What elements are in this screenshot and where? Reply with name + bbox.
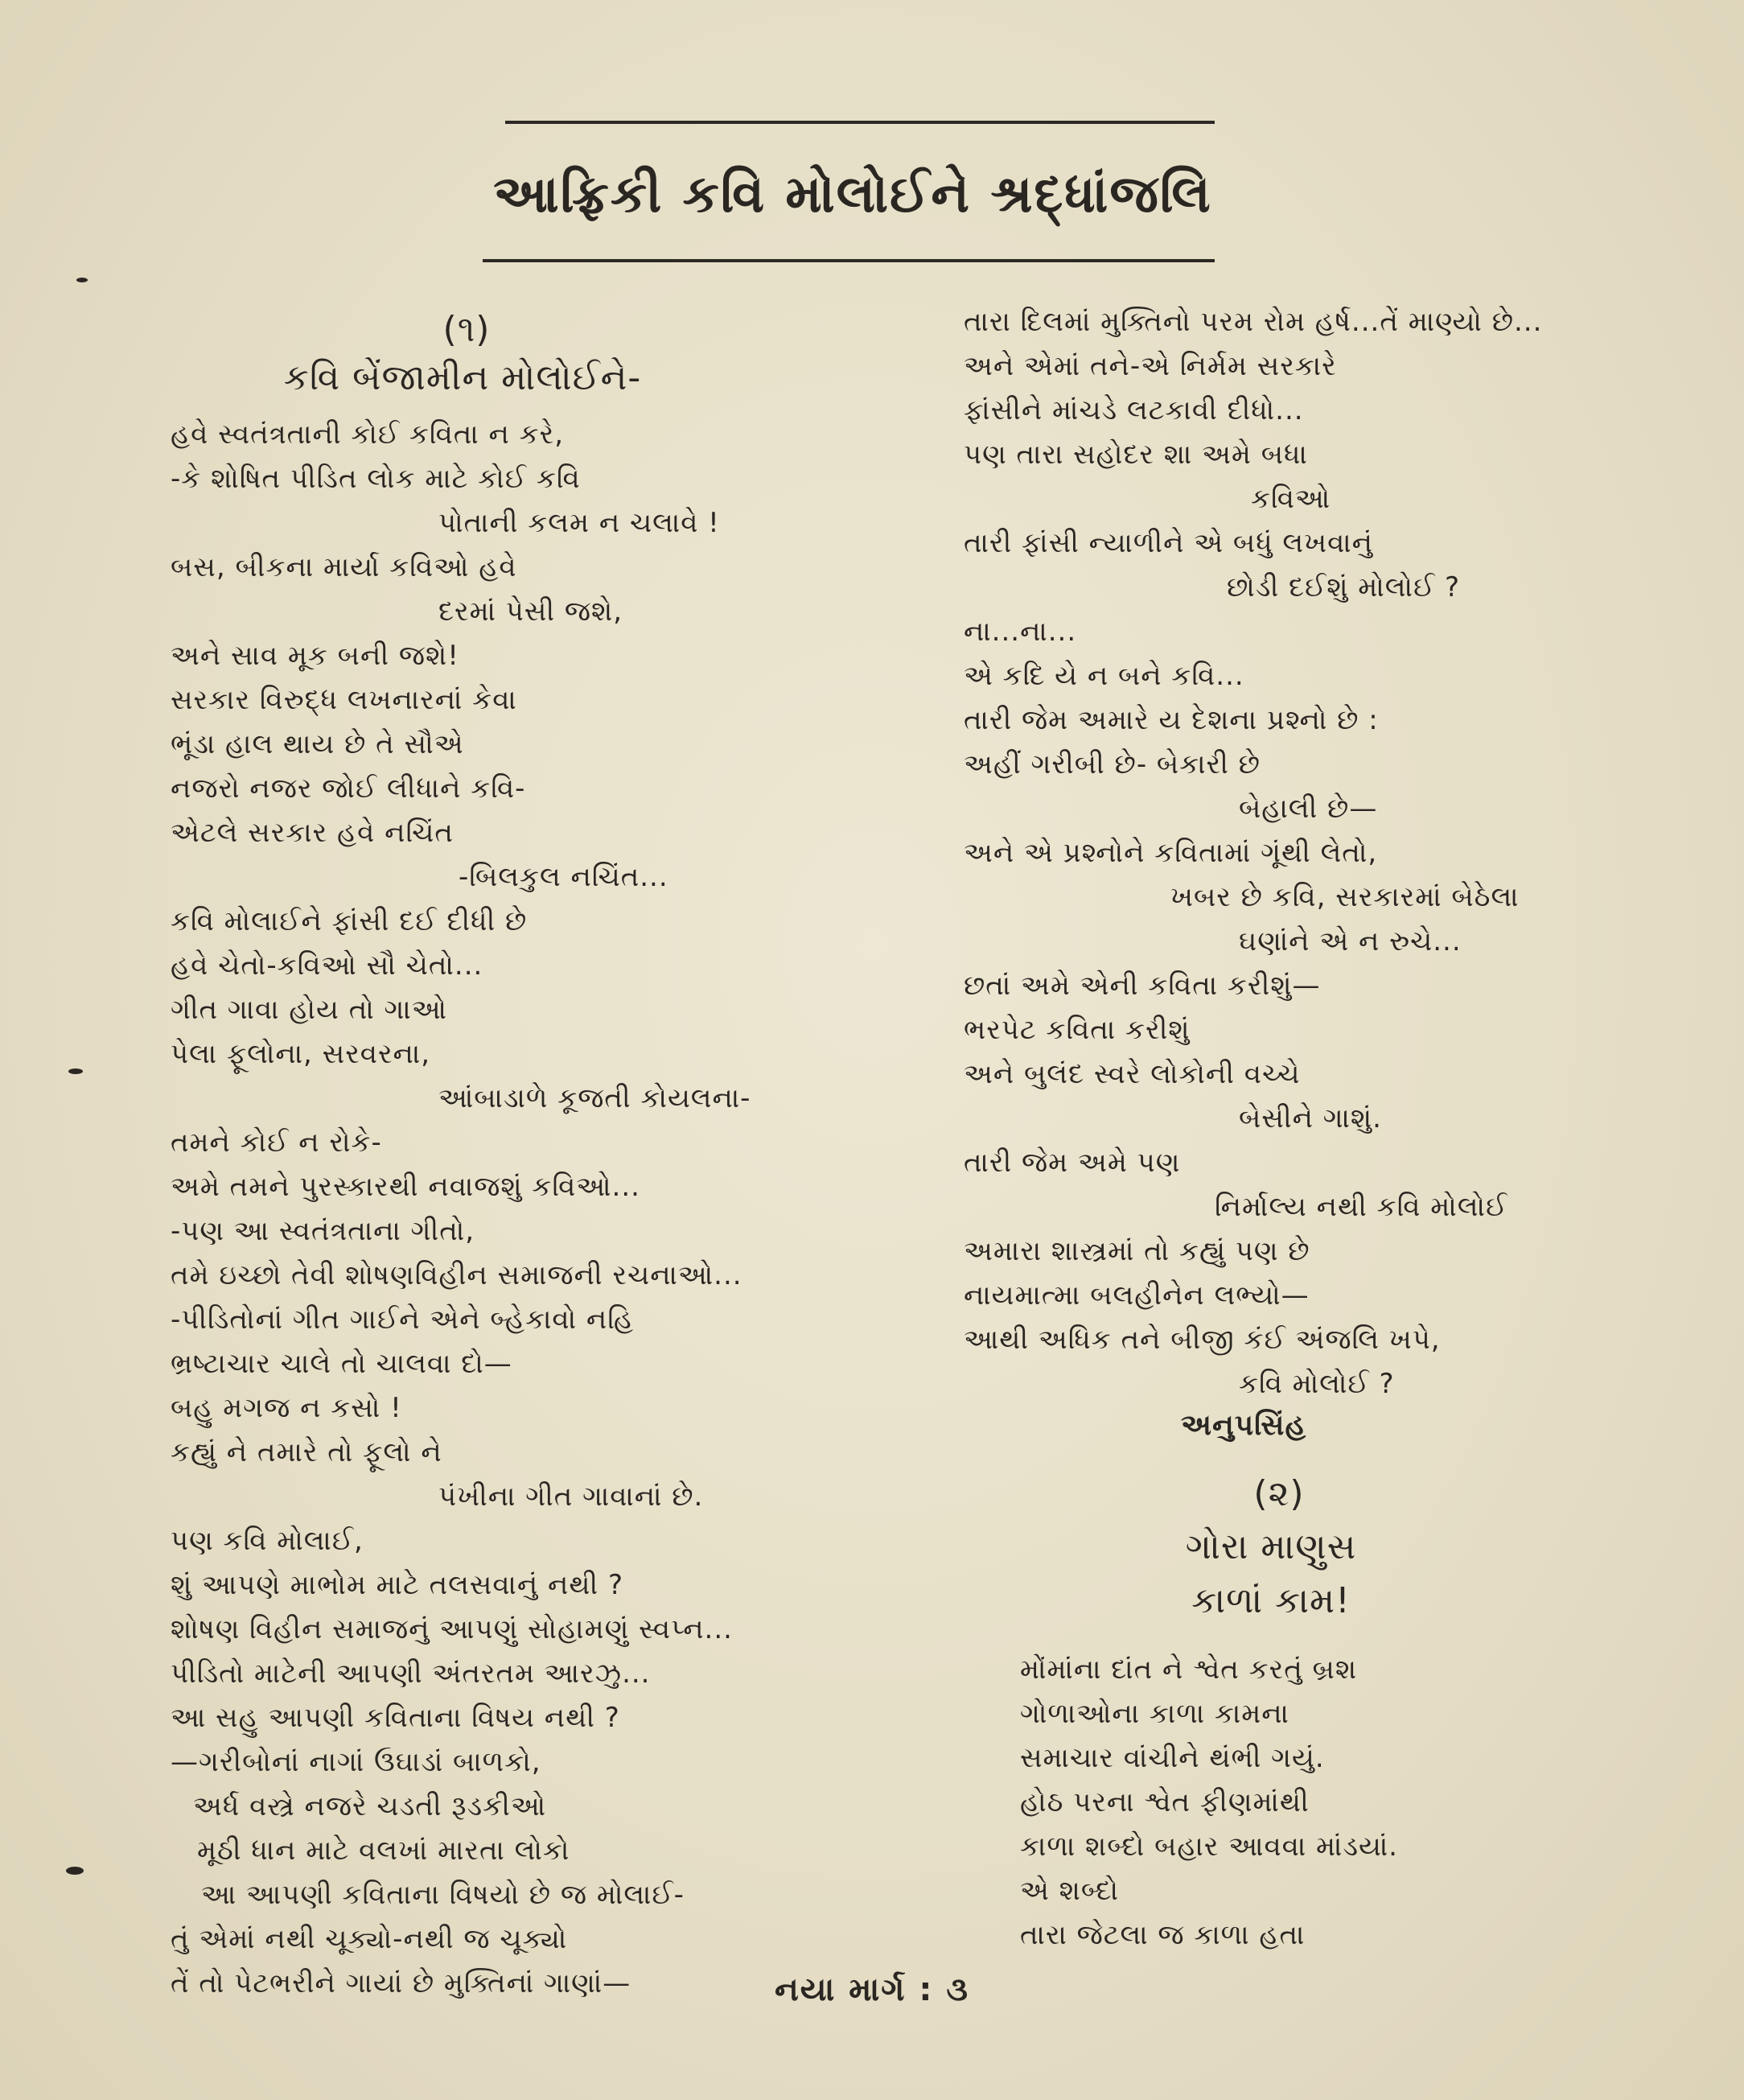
poem-line: સમાચાર વાંચીને થંભી ગયું. — [1020, 1742, 1325, 1774]
poem-line: હવે ચેતો-કવિઓ સૌ ચેતો... — [171, 949, 483, 982]
poem2-heading-line2: કાળાં કામ! — [1191, 1580, 1351, 1621]
poem-line: તારી જેમ અમારે ય દેશના પ્રશ્નો છે : — [964, 704, 1379, 736]
poem1-heading: કવિ બેંજામીન મોલોઈને- — [283, 357, 642, 398]
poem-line: -પણ આ સ્વતંત્રતાના ગીતો, — [171, 1215, 475, 1247]
poem-line: તમે ઇચ્છો તેવી શોષણવિહીન સમાજની રચનાઓ... — [171, 1259, 742, 1291]
poem-line: પોતાની કલમ ન ચલાવે ! — [438, 507, 720, 539]
poem-line: આંબાડાળે કૂજતી કોયલના- — [438, 1082, 751, 1114]
paper-mark — [68, 1069, 83, 1074]
poem-line: કવિ મોલોઈ ? — [1239, 1368, 1395, 1400]
poem-line: ફાંસીને માંચડે લટકાવી દીધો... — [964, 394, 1304, 426]
poem-line: બેસીને ગાશું. — [1239, 1102, 1382, 1134]
poem1-number: (૧) — [442, 309, 491, 350]
poem-line: -કે શોષિત પીડિત લોક માટે કોઈ કવિ — [171, 463, 581, 495]
poem-line: તારી જેમ અમે પણ — [964, 1147, 1181, 1179]
poem-line: ગીત ગાવા હોય તો ગાઓ — [171, 994, 447, 1026]
page-footer: નયા માર્ગ : ૩ — [774, 1971, 969, 2008]
poem-line: હવે સ્વતંત્રતાની કોઈ કવિતા ન કરે, — [171, 418, 564, 451]
poem-line: કહ્યું ને તમારે તો ફૂલો ને — [171, 1436, 442, 1468]
poem-line: પેલા ફૂલોના, સરવરના, — [171, 1038, 431, 1070]
poem-line: આથી અધિક તને બીજી કંઈ અંજલિ ખપે, — [964, 1324, 1441, 1356]
poem-line: ભ્રષ્ટાચાર ચાલે તો ચાલવા દો— — [171, 1348, 512, 1380]
poem-line: આ આપણી કવિતાના વિષયો છે જ મોલાઈ- — [201, 1879, 685, 1911]
poem-line: મૂઠી ધાન માટે વલખાં મારતા લોકો — [197, 1834, 570, 1867]
poem-line: તારી ફાંસી ન્યાળીને એ બધું લખવાનું — [964, 527, 1373, 559]
poem-line: પંખીના ગીત ગાવાનાં છે. — [438, 1480, 704, 1513]
poem-line: કવિઓ — [1251, 483, 1331, 515]
poem-line: ના...ના... — [964, 616, 1077, 648]
poem-line: —ગરીબોનાં નાગાં ઉઘાડાં બાળકો, — [171, 1746, 541, 1778]
poem-line: પણ તારા સહોદર શા અમે બધા — [964, 439, 1308, 471]
page-title: આફ્રિકી કવિ મોલોઈને શ્રદ્ધાંજલિ — [493, 165, 1212, 224]
poem1-author: અનુપસિંહ — [1181, 1409, 1307, 1442]
poem-line: ખબર છે કવિ, સરકારમાં બેઠેલા — [1170, 881, 1520, 913]
poem-line: દરમાં પેસી જશે, — [438, 595, 623, 628]
poem-line: ભૂંડા હાલ થાય છે તે સૌએ — [171, 728, 464, 760]
poem-line: -પીડિતોનાં ગીત ગાઈને એને બ્હેકાવો નહિ — [171, 1303, 635, 1336]
poem-line: નાયમાત્મા બલહીનેન લભ્યો— — [964, 1279, 1310, 1311]
poem-line: અને એમાં તને-એ નિર્મમ સરકારે — [964, 350, 1337, 382]
poem2-number: (૨) — [1253, 1473, 1305, 1514]
poem-line: કાળા શબ્દો બહાર આવવા માંડયાં. — [1020, 1830, 1398, 1863]
poem-line: ઘણાંને એ ન રુચે... — [1239, 925, 1462, 957]
poem-line: ભરપેટ કવિતા કરીશું — [964, 1014, 1191, 1046]
poem-line: તમને કોઈ ન રોકે- — [171, 1126, 382, 1159]
top-rule — [505, 121, 1215, 124]
poem-line: અર્ધ વસ્ત્રે નજરે ચડતી રૂડકીઓ — [193, 1790, 547, 1822]
poem-line: નજરો નજર જોઈ લીધાને કવિ- — [171, 772, 526, 805]
poem-line: એ શબ્દો — [1020, 1875, 1119, 1907]
poem-line: તું એમાં નથી ચૂક્યો-નથી જ ચૂક્યો — [171, 1923, 568, 1955]
poem-line: એ કદિ યે ન બને કવિ... — [964, 660, 1244, 692]
poem-line: શું આપણે માભોમ માટે તલસવાનું નથી ? — [171, 1569, 623, 1601]
poem-line: અમારા શાસ્ત્રમાં તો કહ્યું પણ છે — [964, 1235, 1310, 1267]
poem-line: નિર્માલ્ય નથી કવિ મોલોઈ — [1215, 1191, 1508, 1223]
poem-line: પીડિતો માટેની આપણી અંતરતમ આરઝુ... — [171, 1657, 651, 1690]
poem-line: બહુ મગજ ન કસો ! — [171, 1392, 402, 1424]
poem2-heading-line1: ગોરા માણુસ — [1185, 1526, 1357, 1567]
poem-line: તારા દિલમાં મુક્તિનો પરમ રોમ હર્ષ...તેં માણ્યો છે... — [964, 306, 1543, 338]
poem-line: બેહાલી છે— — [1239, 793, 1378, 825]
poem-line: બસ, બીકના માર્યા કવિઓ હવે — [171, 551, 517, 583]
poem-line: અને એ પ્રશ્નોને કવિતામાં ગૂંથી લેતો, — [964, 837, 1378, 869]
poem-line: મોંમાંના દાંત ને શ્વેત કરતું બ્રશ — [1020, 1653, 1358, 1686]
paper-mark — [66, 1867, 84, 1875]
poem-line: અને બુલંદ સ્વરે લોકોની વચ્ચે — [964, 1058, 1301, 1090]
poem-line: હોઠ પરના શ્વેત ફીણમાંથી — [1020, 1786, 1310, 1818]
poem-line: અમે તમને પુરસ્કારથી નવાજશું કવિઓ... — [171, 1171, 640, 1203]
poem-line: તારા જેટલા જ કાળા હતા — [1020, 1919, 1306, 1951]
poem-line: -બિલકુલ નચિંત... — [459, 861, 668, 893]
poem-line: સરકાર વિરુદ્ધ લખનારનાં કેવા — [171, 684, 517, 716]
poem-line: છોડી દઈશું મોલોઈ ? — [1227, 571, 1461, 603]
poem-line: પણ કવિ મોલાઈ, — [171, 1525, 364, 1557]
poem-line: છતાં અમે એની કવિતા કરીશું— — [964, 970, 1321, 1002]
title-bottom-rule — [483, 259, 1215, 262]
poem-line: તેં તો પેટભરીને ગાયાં છે મુક્તિનાં ગાણાં— — [171, 1967, 631, 1999]
poem-line: એટલે સરકાર હવે નચિંત — [171, 817, 454, 849]
poem-line: આ સહુ આપણી કવિતાના વિષય નથી ? — [171, 1702, 620, 1734]
poem-line: અને સાવ મૂક બની જશે! — [171, 640, 459, 672]
paper-mark — [76, 278, 88, 282]
poem-line: ગોળાઓના કાળા કામના — [1020, 1698, 1289, 1730]
poem-line: શોષણ વિહીન સમાજનું આપણું સોહામણું સ્વપ્ન... — [171, 1613, 733, 1645]
poem-line: કવિ મોલાઈને ફાંસી દઈ દીધી છે — [171, 905, 528, 937]
poem-line: અહીં ગરીબી છે- બેકારી છે — [964, 748, 1261, 780]
